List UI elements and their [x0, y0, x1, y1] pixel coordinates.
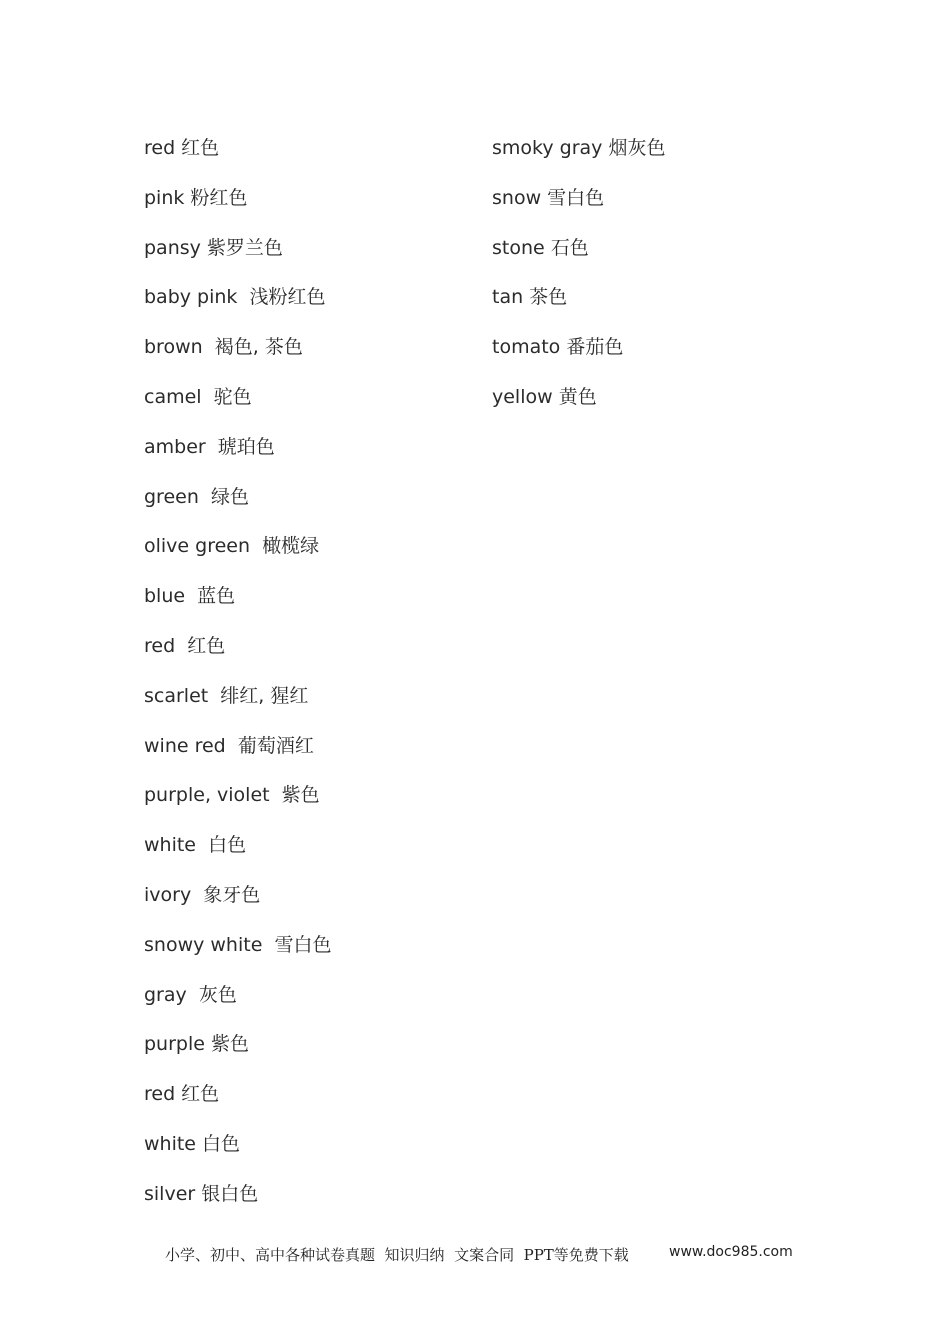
list-item: yellow 黄色 [492, 385, 597, 408]
list-item: ivory 象牙色 [144, 883, 261, 906]
list-item: red 红色 [144, 634, 226, 657]
list-item: red 红色 [144, 1083, 220, 1106]
list-item: pansy 紫罗兰色 [144, 236, 283, 259]
list-item: white 白色 [144, 1132, 241, 1155]
footer-text: 小学、初中、高中各种试卷真题 知识归纳 文案合同 PPT等免费下载 [165, 1246, 629, 1264]
vocab-list-left [144, 133, 474, 1229]
list-item: tan 茶色 [492, 286, 568, 309]
list-item: brown 褐色, 茶色 [144, 336, 303, 359]
list-item: snow 雪白色 [492, 186, 605, 209]
list-item: baby pink 浅粉红色 [144, 286, 326, 309]
list-item: stone 石色 [492, 236, 589, 259]
list-item: silver 银白色 [144, 1182, 259, 1205]
list-item: purple, violet 紫色 [144, 784, 320, 807]
list-item: tomato 番茄色 [492, 336, 624, 359]
list-item: blue 蓝色 [144, 585, 236, 608]
list-item: red 红色 [144, 137, 220, 159]
list-item: smoky gray 烟灰色 [492, 137, 666, 159]
list-item: gray 灰色 [144, 983, 237, 1006]
list-item: camel 驼色 [144, 385, 252, 408]
list-item: scarlet 绯红, 猩红 [144, 684, 309, 707]
list-item: purple 紫色 [144, 1033, 249, 1056]
list-item: snowy white 雪白色 [144, 933, 332, 956]
list-item: pink 粉红色 [144, 186, 248, 209]
list-item: white 白色 [144, 834, 247, 857]
vocab-list-right [492, 133, 822, 432]
list-item: wine red 葡萄酒红 [144, 734, 314, 757]
list-item: olive green 橄榄绿 [144, 535, 320, 558]
list-item: amber 琥珀色 [144, 435, 275, 458]
list-item: green 绿色 [144, 485, 249, 508]
footer-url: www.doc985.com [669, 1244, 793, 1260]
